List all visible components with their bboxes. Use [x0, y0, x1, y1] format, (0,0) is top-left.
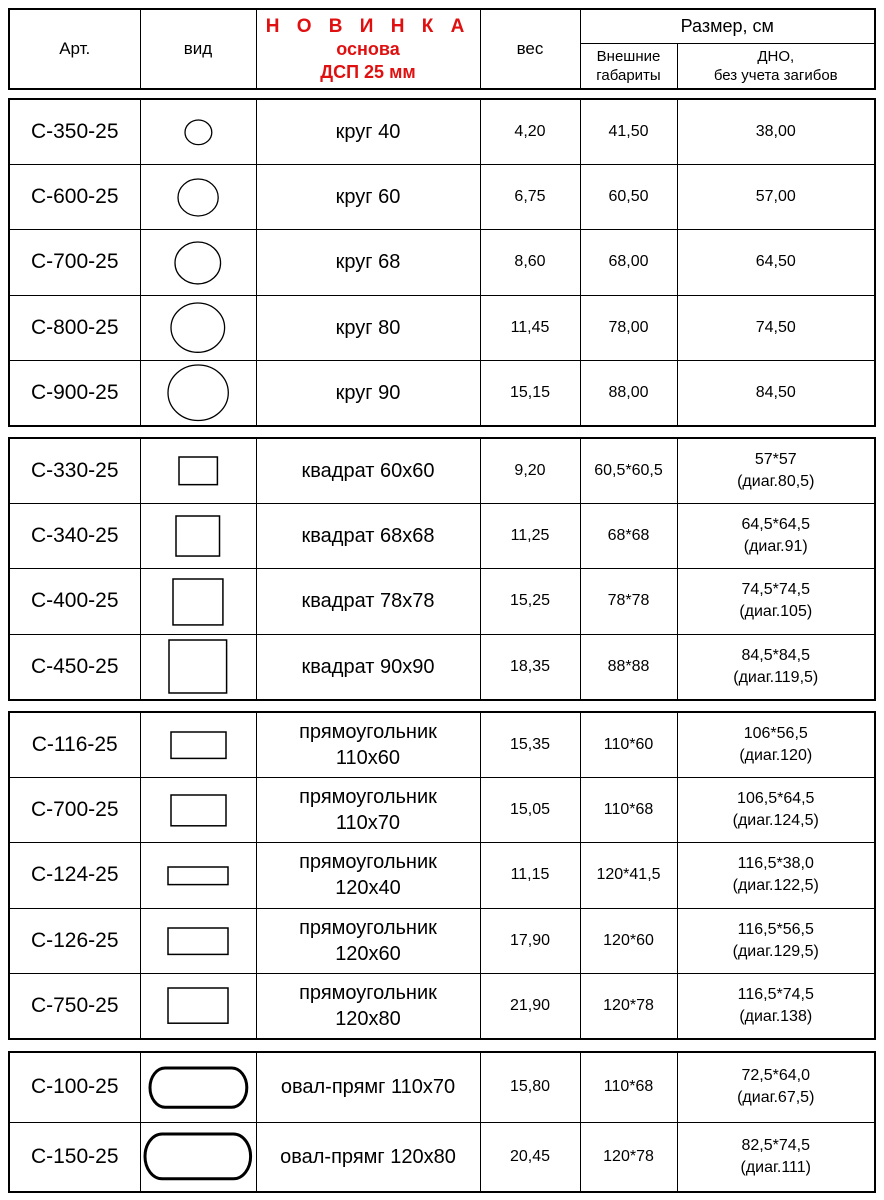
- article-cell: С-124-25: [9, 843, 140, 908]
- bottom-size: 106,5*64,5: [737, 790, 815, 808]
- article-cell: С-100-25: [9, 1052, 140, 1122]
- outer-size-cell: 88*88: [580, 634, 677, 699]
- name-cell: [256, 99, 480, 164]
- bottom-size-cell: [677, 712, 875, 777]
- product-section-2: [8, 437, 874, 701]
- weight-cell: 15,35: [480, 712, 580, 777]
- name-cell: [256, 230, 480, 295]
- name-cell: [256, 777, 480, 842]
- table-row: [9, 230, 875, 295]
- rect-outline: [171, 732, 226, 758]
- shape-cell: [140, 295, 256, 360]
- square-outline: [169, 640, 227, 693]
- bottom-size: 84,5*84,5: [741, 646, 810, 664]
- table-row: [9, 1122, 875, 1192]
- shape-cell: [140, 503, 256, 568]
- bottom-diagonal: (диаг.111): [740, 1158, 811, 1176]
- name-line2: 120x40: [335, 877, 401, 900]
- bottom-size: 74,50: [755, 318, 796, 336]
- bottom-size-cell: [677, 777, 875, 842]
- weight-cell: 21,90: [480, 974, 580, 1039]
- outer-size-cell: 88,00: [580, 361, 677, 426]
- shape-cell: [140, 974, 256, 1039]
- bottom-size-cell: [677, 164, 875, 229]
- base-label: основа: [336, 38, 400, 59]
- bottom-size: 38,00: [755, 122, 796, 140]
- bottom-size-cell: [677, 569, 875, 634]
- table-row: [9, 712, 875, 777]
- article-cell: С-600-25: [9, 164, 140, 229]
- name-line2: 120x60: [335, 942, 401, 965]
- article-cell: С-450-25: [9, 634, 140, 699]
- bottom-diagonal: (диаг.67,5): [737, 1089, 815, 1107]
- bottom-size-cell: [677, 438, 875, 503]
- name-line1: круг 60: [335, 186, 401, 209]
- name-cell: [256, 843, 480, 908]
- bottom-diagonal: (диаг.129,5): [732, 942, 819, 960]
- weight-cell: 15,15: [480, 361, 580, 426]
- square-outline: [179, 457, 217, 485]
- outer-size-cell: 120*78: [580, 974, 677, 1039]
- bottom-diagonal: (диаг.122,5): [732, 877, 819, 895]
- outer-size-cell: 120*41,5: [580, 843, 677, 908]
- bottom-diagonal: (диаг.105): [739, 603, 813, 621]
- name-cell: [256, 712, 480, 777]
- name-cell: [256, 295, 480, 360]
- bottom-size: 106*56,5: [743, 724, 808, 742]
- bottom-diagonal: (диаг.91): [743, 538, 808, 556]
- square-outline: [176, 516, 220, 556]
- bottom-size: 116,5*74,5: [737, 986, 814, 1003]
- name-line1: овал-прямг 110x70: [280, 1076, 456, 1099]
- article-cell: С-350-25: [9, 99, 140, 164]
- header-vid: вид: [140, 9, 256, 89]
- header-art: Арт.: [9, 9, 140, 89]
- table-row: [9, 99, 875, 164]
- name-line1: прямоугольник: [299, 786, 437, 809]
- name-line1: круг 40: [335, 120, 401, 143]
- name-line1: прямоугольник: [299, 851, 437, 874]
- bottom-diagonal: (диаг.124,5): [732, 812, 819, 830]
- weight-cell: 6,75: [480, 164, 580, 229]
- table-row: [9, 908, 875, 973]
- bottom-size-cell: [677, 908, 875, 973]
- name-cell: [256, 503, 480, 568]
- header-bottom-line1: ДНО,: [757, 47, 795, 65]
- shape-cell: [140, 438, 256, 503]
- outer-size-cell: 78*78: [580, 569, 677, 634]
- rect-shape-icon: [169, 730, 228, 760]
- rect-outline: [168, 988, 228, 1023]
- outer-size-cell: 60,5*60,5: [580, 438, 677, 503]
- name-line1: прямоугольник: [299, 982, 437, 1004]
- name-line1: прямоугольник: [299, 720, 437, 743]
- bottom-size-cell: [677, 1052, 875, 1122]
- outer-size-cell: 68*68: [580, 503, 677, 568]
- shape-cell: [140, 361, 256, 426]
- name-line1: квадрат 60x60: [301, 459, 435, 482]
- shape-cell: [140, 634, 256, 699]
- bottom-size: 57*57: [754, 450, 797, 468]
- circle-outline: [171, 303, 225, 352]
- name-cell: [256, 164, 480, 229]
- circle-outline: [178, 179, 218, 216]
- bottom-size: 57,00: [755, 188, 796, 206]
- article-cell: С-900-25: [9, 361, 140, 426]
- header-bottom: [677, 43, 875, 89]
- product-section-1: [8, 98, 874, 427]
- rect-outline: [168, 867, 228, 885]
- outer-size-cell: 110*60: [580, 712, 677, 777]
- table-row: [9, 974, 875, 1039]
- bottom-size: 82,5*74,5: [741, 1136, 810, 1154]
- shape-cell: [140, 164, 256, 229]
- square-shape-icon: [171, 577, 225, 627]
- shape-cell: [140, 908, 256, 973]
- name-cell: [256, 361, 480, 426]
- oval-shape-icon: [142, 1131, 254, 1182]
- header-weight: вес: [480, 9, 580, 89]
- outer-size-cell: 60,50: [580, 164, 677, 229]
- bottom-size-cell: [677, 361, 875, 426]
- name-cell: [256, 974, 480, 1039]
- table-row: [9, 1052, 875, 1122]
- table-row: [9, 503, 875, 568]
- rect-outline: [171, 795, 226, 826]
- bottom-size: 116,5*56,5: [737, 920, 814, 938]
- table-row: [9, 295, 875, 360]
- rect-shape-icon: [166, 926, 230, 956]
- header-outer-line2: габариты: [596, 66, 661, 84]
- header-size: Размер, см: [580, 9, 875, 43]
- circle-shape-icon: [166, 363, 230, 422]
- shape-cell: [140, 99, 256, 164]
- name-line2: 110x70: [335, 812, 401, 835]
- bottom-diagonal: (диаг.138): [739, 1008, 813, 1025]
- bottom-diagonal: (диаг.119,5): [733, 668, 819, 686]
- bottom-size-cell: [677, 295, 875, 360]
- table-row: [9, 438, 875, 503]
- article-cell: С-700-25: [9, 230, 140, 295]
- name-line1: квадрат 68x68: [301, 525, 435, 548]
- circle-outline: [185, 120, 212, 145]
- table-row: [9, 777, 875, 842]
- bottom-diagonal: (диаг.80,5): [737, 472, 815, 490]
- weight-cell: 11,25: [480, 503, 580, 568]
- weight-cell: 15,25: [480, 569, 580, 634]
- name-line2: 110x60: [335, 746, 401, 769]
- name-line1: круг 80: [335, 316, 401, 339]
- bottom-size-cell: [677, 99, 875, 164]
- circle-shape-icon: [183, 118, 214, 147]
- table-row: [9, 361, 875, 426]
- product-section-4: [8, 1051, 874, 1193]
- shape-cell: [140, 1122, 256, 1192]
- name-line1: квадрат 90x90: [301, 655, 435, 678]
- name-line1: квадрат 78x78: [301, 590, 435, 613]
- shape-cell: [140, 569, 256, 634]
- weight-cell: 15,05: [480, 777, 580, 842]
- shape-cell: [140, 843, 256, 908]
- outer-size-cell: 120*78: [580, 1122, 677, 1192]
- shape-cell: [140, 712, 256, 777]
- outer-size-cell: 41,50: [580, 99, 677, 164]
- square-shape-icon: [174, 514, 222, 558]
- article-cell: С-150-25: [9, 1122, 140, 1192]
- name-cell: [256, 634, 480, 699]
- outer-size-cell: 110*68: [580, 777, 677, 842]
- weight-cell: 18,35: [480, 634, 580, 699]
- weight-cell: 17,90: [480, 908, 580, 973]
- article-cell: С-116-25: [9, 712, 140, 777]
- bottom-size-cell: [677, 974, 875, 1039]
- name-cell: [256, 1122, 480, 1192]
- weight-cell: 11,45: [480, 295, 580, 360]
- bottom-size-cell: [677, 1122, 875, 1192]
- rect-shape-icon: [166, 986, 230, 1025]
- circle-shape-icon: [173, 240, 223, 286]
- name-cell: [256, 1052, 480, 1122]
- weight-cell: 20,45: [480, 1122, 580, 1192]
- rect-shape-icon: [169, 793, 228, 828]
- oval-outline: [150, 1068, 247, 1107]
- name-line1: круг 90: [335, 382, 401, 404]
- article-cell: С-700-25: [9, 777, 140, 842]
- article-cell: С-340-25: [9, 503, 140, 568]
- weight-cell: 9,20: [480, 438, 580, 503]
- header-bottom-line2: без учета загибов: [713, 66, 838, 84]
- bottom-size: 72,5*64,0: [741, 1067, 810, 1085]
- rect-outline: [168, 928, 228, 954]
- header-outer-line1: Внешние: [596, 47, 661, 65]
- article-cell: С-400-25: [9, 569, 140, 634]
- product-section-3: [8, 711, 874, 1040]
- oval-shape-icon: [147, 1065, 250, 1110]
- bottom-diagonal: (диаг.120): [739, 746, 813, 764]
- bottom-size: 74,5*74,5: [741, 581, 810, 599]
- weight-cell: 15,80: [480, 1052, 580, 1122]
- rect-shape-icon: [166, 865, 230, 887]
- header-outer: [580, 43, 677, 89]
- shape-cell: [140, 230, 256, 295]
- name-line1: прямоугольник: [299, 916, 437, 939]
- table-row: [9, 569, 875, 634]
- bottom-size-cell: [677, 634, 875, 699]
- square-shape-icon: [167, 638, 229, 695]
- name-cell: [256, 569, 480, 634]
- bottom-size-cell: [677, 230, 875, 295]
- article-cell: С-126-25: [9, 908, 140, 973]
- table-row: [9, 634, 875, 699]
- circle-outline: [168, 365, 228, 420]
- circle-shape-icon: [169, 301, 227, 354]
- circle-outline: [175, 242, 221, 284]
- table-row: [9, 164, 875, 229]
- table-row: [9, 843, 875, 908]
- outer-size-cell: 78,00: [580, 295, 677, 360]
- shape-cell: [140, 777, 256, 842]
- bottom-size: 84,50: [755, 384, 796, 401]
- square-shape-icon: [177, 455, 219, 487]
- name-cell: [256, 908, 480, 973]
- outer-size-cell: 110*68: [580, 1052, 677, 1122]
- square-outline: [173, 579, 223, 625]
- name-cell: [256, 438, 480, 503]
- article-cell: С-800-25: [9, 295, 140, 360]
- outer-size-cell: 120*60: [580, 908, 677, 973]
- bottom-size: 116,5*38,0: [737, 855, 814, 873]
- circle-shape-icon: [176, 177, 220, 218]
- bottom-size: 64,5*64,5: [741, 516, 810, 534]
- weight-cell: 4,20: [480, 99, 580, 164]
- table-header: [8, 8, 874, 90]
- bottom-size: 64,50: [755, 253, 796, 271]
- article-cell: С-330-25: [9, 438, 140, 503]
- shape-cell: [140, 1052, 256, 1122]
- bottom-size-cell: [677, 843, 875, 908]
- weight-cell: 8,60: [480, 230, 580, 295]
- outer-size-cell: 68,00: [580, 230, 677, 295]
- name-line2: 120x80: [335, 1008, 401, 1030]
- bottom-size-cell: [677, 503, 875, 568]
- oval-outline: [145, 1134, 251, 1179]
- weight-cell: 11,15: [480, 843, 580, 908]
- header-novelty: [256, 9, 480, 89]
- material-label: ДСП 25 мм: [320, 61, 416, 82]
- novelty-label: Н О В И Н К А: [265, 15, 471, 37]
- article-cell: С-750-25: [9, 974, 140, 1039]
- name-line1: круг 68: [335, 251, 401, 274]
- name-line1: овал-прямг 120x80: [280, 1145, 456, 1168]
